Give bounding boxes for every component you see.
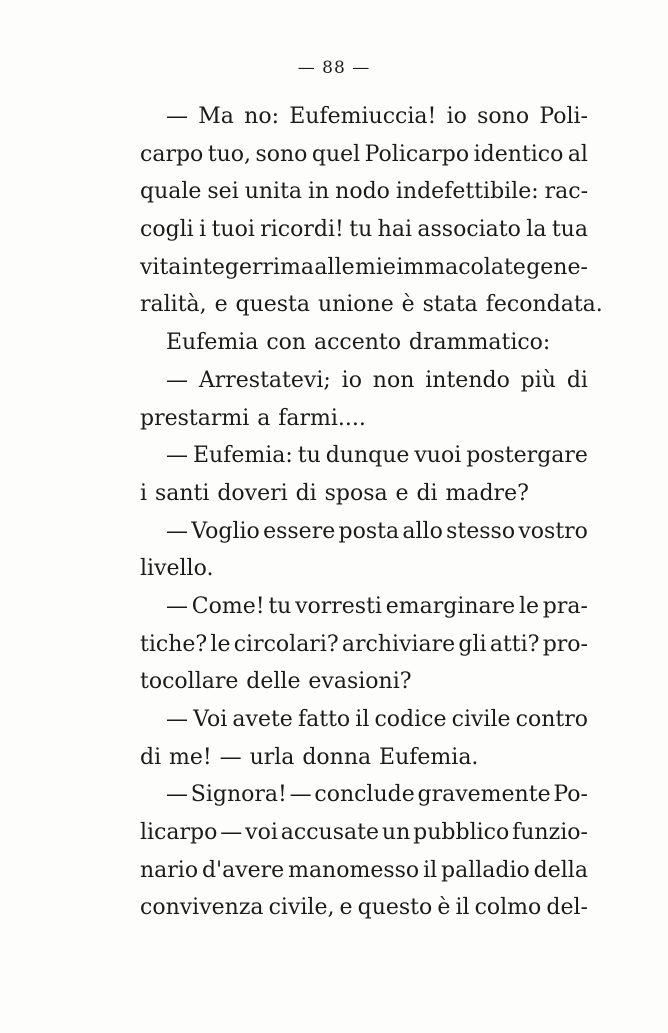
text-line: vita integerrima alle mie immacolate gene- <box>140 254 588 280</box>
text-line: — Voglio essere posta allo stesso vostro <box>166 518 588 544</box>
text-line: — Eufemia: tu dunque vuoi postergare <box>166 443 588 469</box>
text-line: prestarmi a farmi.... <box>140 405 366 431</box>
text-line: livello. <box>140 556 214 582</box>
page-number: — 88 — <box>297 58 371 78</box>
text-line: i santi doveri di sposa e di madre? <box>140 480 529 506</box>
text-line: nario d'avere manomesso il palladio della <box>140 857 588 883</box>
text-line: quale sei unita in nodo indefettibile: rac- <box>140 179 588 205</box>
text-line: — Come! tu vorresti emarginare le pra- <box>166 593 588 619</box>
text-line: cogli i tuoi ricordi! tu hai associato la tua <box>140 217 588 243</box>
text-line: convivenza civile, e questo è il colmo del- <box>140 895 588 921</box>
text-line: — Signora! — conclude gravemente Po- <box>166 782 588 808</box>
body-text <box>140 98 603 927</box>
text-line: — Voi avete fatto il codice civile contro <box>166 707 588 732</box>
text-line: di me! — urla donna Eufemia. <box>140 744 479 770</box>
text-line: carpo tuo, sono quel Policarpo identico al <box>140 141 588 167</box>
text-line: tiche? le circolari? archiviare gli atti? pro- <box>140 631 588 657</box>
text-line: licarpo — voi accusate un pubblico funzio- <box>140 820 588 846</box>
text-line: ralità, e questa unione è stata fecondata. <box>140 292 603 318</box>
text-line: tocollare delle evasioni? <box>140 669 412 695</box>
text-line: — Ma no: Eufemiuccia! io sono Poli- <box>166 104 588 129</box>
text-line: Eufemia con accento drammatico: <box>166 330 551 356</box>
text-line: — Arrestatevi; io non intendo più di <box>166 367 588 393</box>
